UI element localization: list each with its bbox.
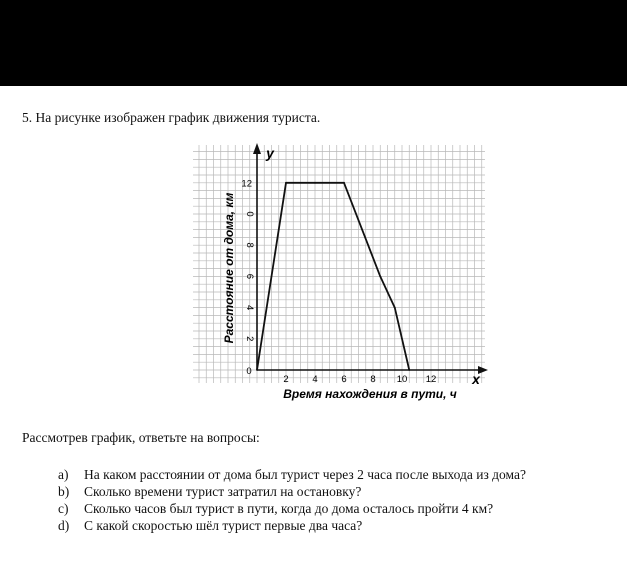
- y-tick-label: 8: [244, 242, 255, 248]
- data-point: [408, 369, 410, 371]
- question-text: С какой скоростью шёл турист первые два часа?: [84, 518, 363, 533]
- question-text: На каком расстоянии от дома был турист через 2 часа после выхода из дома?: [84, 467, 526, 482]
- data-point: [285, 182, 287, 184]
- tick-labels: [241, 145, 481, 387]
- question-item: [58, 466, 526, 483]
- question-item: [58, 517, 526, 534]
- y-axis-letter: y: [266, 145, 274, 161]
- y-axis-arrow-icon: [253, 143, 261, 154]
- data-point: [394, 307, 396, 309]
- y-tick-label: 4: [244, 304, 255, 311]
- data-point: [379, 276, 381, 278]
- grid: [193, 145, 485, 383]
- y-tick-label: 0: [244, 211, 255, 217]
- question-letter: c): [58, 501, 69, 516]
- y-tick-label: 2: [244, 336, 255, 342]
- question-text: Сколько часов был турист в пути, когда до дома осталось пройти 4 км?: [84, 501, 494, 516]
- x-tick-label: 12: [425, 374, 437, 385]
- question-item: [58, 500, 526, 517]
- question-text: Сколько времени турист затратил на остановку?: [84, 484, 362, 499]
- y-tick-label: 12: [241, 178, 252, 190]
- x-axis-letter: x: [472, 371, 480, 387]
- x-tick-label: 10: [396, 374, 408, 385]
- y-tick-label: 6: [244, 273, 255, 280]
- x-tick-label: 6: [341, 374, 347, 385]
- instruction-text: Рассмотрев график, ответьте на вопросы:: [22, 430, 260, 445]
- origin-label: 0: [246, 366, 252, 377]
- data-point: [343, 182, 345, 184]
- questions-list: [58, 466, 526, 534]
- question-letter: b): [58, 484, 70, 499]
- data-point: [256, 369, 258, 371]
- question-letter: a): [58, 467, 69, 482]
- x-axis-title: Время нахождения в пути, ч: [283, 387, 457, 401]
- x-tick-label: 4: [312, 374, 318, 385]
- y-axis-title: Расстояние от дома, км: [222, 192, 236, 344]
- question-letter: d): [58, 518, 70, 533]
- data-point: [314, 182, 316, 184]
- problem-title: 5. На рисунке изображен график движения туриста.: [22, 110, 321, 125]
- x-tick-label: 8: [370, 374, 376, 385]
- question-item: [58, 483, 526, 500]
- x-tick-label: 2: [283, 374, 289, 385]
